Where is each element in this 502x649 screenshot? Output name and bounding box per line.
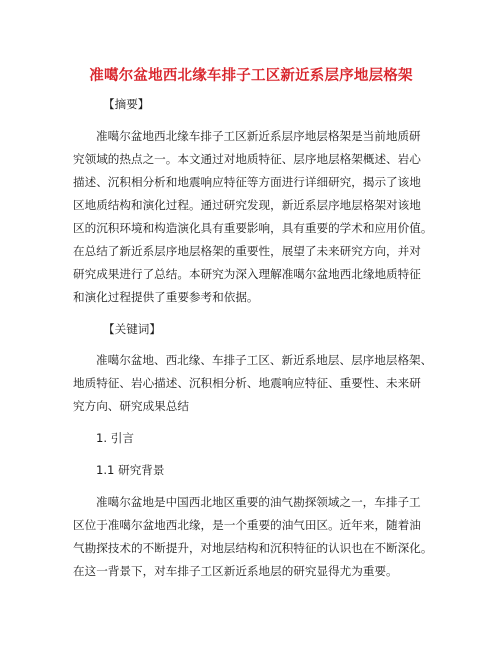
abstract-line: 区地质结构和演化过程。通过研究发现，新近系层序地层格架对该地 xyxy=(73,198,421,212)
body-line: 准噶尔盆地是中国西北地区重要的油气勘探领域之一，车排子工 xyxy=(96,495,421,509)
keywords-heading: 【关键词】 xyxy=(103,322,161,336)
abstract-heading: 【摘要】 xyxy=(103,97,150,111)
body-line: 气勘探技术的不断提升，对地层结构和沉积特征的认识也在不断深化。 xyxy=(73,541,433,555)
subsection-heading: 1.1 研究背景 xyxy=(96,463,165,477)
abstract-line: 区的沉积环境和构造演化具有重要影响，具有重要的学术和应用价值。 xyxy=(73,221,433,235)
keywords-line: 地质特征、岩心描述、沉积相分析、地震响应特征、重要性、未来研 xyxy=(73,376,421,390)
body-line: 区位于准噶尔盆地西北缘，是一个重要的油气田区。近年来，随着油 xyxy=(73,518,421,532)
keywords-line: 准噶尔盆地、西北缘、车排子工区、新近系地层、层序地层格架、 xyxy=(96,353,433,367)
abstract-line: 准噶尔盆地西北缘车排子工区新近系层序地层格架是当前地质研 xyxy=(96,129,421,143)
abstract-line: 描述、沉积相分析和地震响应特征等方面进行详细研究，揭示了该地 xyxy=(73,175,421,189)
abstract-line: 在总结了新近系层序地层格架的重要性，展望了未来研究方向，并对 xyxy=(73,244,421,258)
abstract-line: 和演化过程提供了重要参考和依据。 xyxy=(73,290,259,304)
body-line: 在这一背景下，对车排子工区新近系地层的研究显得尤为重要。 xyxy=(73,564,398,578)
abstract-line: 究领域的热点之一。本文通过对地质特征、层序地层格架概述、岩心 xyxy=(73,152,421,166)
section-heading: 1. 引言 xyxy=(96,431,134,445)
keywords-line: 究方向、研究成果总结 xyxy=(73,399,189,413)
document-title: 准噶尔盆地西北缘车排子工区新近系层序地层格架 xyxy=(89,68,413,84)
abstract-line: 研究成果进行了总结。本研究为深入理解准噶尔盆地西北缘地质特征 xyxy=(73,267,421,281)
